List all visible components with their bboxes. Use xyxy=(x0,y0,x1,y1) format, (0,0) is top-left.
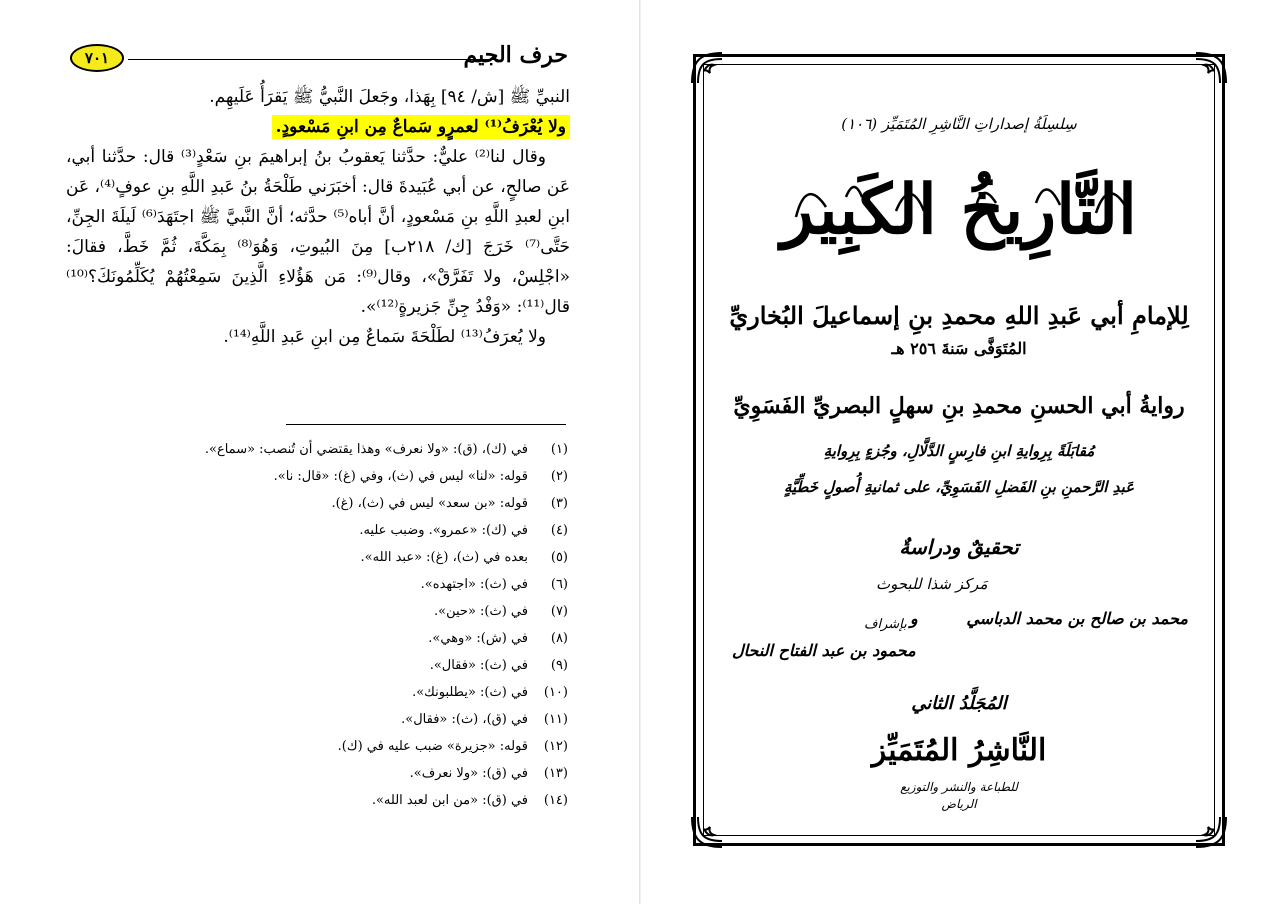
footnote-number: (١٢) xyxy=(543,739,568,754)
footnote-item xyxy=(180,706,568,733)
publisher-line: للطباعة والنشر والتوزيع xyxy=(900,780,1018,794)
footnote-number: (٤) xyxy=(550,523,568,538)
footnote-text: في (ث): «حين». xyxy=(434,604,528,619)
author-line: لِلإمامِ أبي عَبدِ اللهِ محمدِ بنِ إسماعيلَ البُخاريِّ xyxy=(729,301,1189,330)
footnote-number: (١٣) xyxy=(543,766,568,781)
footnote-number: (١٠) xyxy=(543,685,568,700)
footnote-number: (٨) xyxy=(550,631,568,646)
footnote-item xyxy=(180,571,568,598)
volume-label: المُجَلَّدُ الثاني xyxy=(911,693,1007,714)
footnote-text: بعده في (ث)، (غ): «عبد الله». xyxy=(360,550,528,565)
publisher-name: النَّاشِرُ المُتَمَيِّز xyxy=(871,733,1047,768)
footnote-item xyxy=(180,598,568,625)
conjunction: و xyxy=(910,609,918,628)
footnote-text: قوله: «لنا» ليس في (ث)، وفي (غ): «قال: نا». xyxy=(273,469,528,484)
text-line: النبيِّ ﷺ [ش/ ٩٤] بِهَذا، وجَعلَ النَّبيُّ ﷺ يَقرَأُ عَلَيهِم. xyxy=(209,87,570,107)
supervision-label: بإشراف xyxy=(864,617,907,632)
footnote-item xyxy=(180,733,568,760)
footnote-item xyxy=(180,490,568,517)
footnote-text: في (ق): «ولا نعرف». xyxy=(409,766,528,781)
publisher-city: الرياض xyxy=(941,797,977,811)
footnote-text: في (ق): «من ابن لعبد الله». xyxy=(371,793,528,808)
footnotes xyxy=(180,436,568,814)
footnote-item xyxy=(180,787,568,814)
footnote-text: في (ق)، (ث): «فقال». xyxy=(401,712,528,727)
corner-ornament-icon xyxy=(1194,815,1228,849)
footnote-text: في (ث): «فقال». xyxy=(429,658,528,673)
edit-label: تحقيقٌ ودراسةٌ xyxy=(899,535,1019,559)
footnote-item xyxy=(180,625,568,652)
header-rule xyxy=(128,59,498,60)
footnote-text: في (ش): «وهي». xyxy=(428,631,528,646)
footnote-text: قوله: «بن سعد» ليس في (ث)، (غ). xyxy=(331,496,528,511)
research-center: مَركز شذا للبحوث xyxy=(876,575,988,593)
corner-ornament-icon xyxy=(690,815,724,849)
footnote-number: (١) xyxy=(550,442,568,457)
footnote-number: (٥) xyxy=(550,550,568,565)
footnote-item xyxy=(180,436,568,463)
page-number-badge: ٧٠١ xyxy=(70,44,124,72)
collation-note xyxy=(726,433,1192,505)
footnote-item xyxy=(180,463,568,490)
footnote-number: (١١) xyxy=(543,712,568,727)
narration-line: روايةُ أبي الحسنِ محمدِ بنِ سهلٍ البصريِّ الفَسَوِيِّ xyxy=(733,393,1185,419)
death-date: المُتَوَفَّى سَنةَ ٢٥٦ هـ xyxy=(891,339,1027,358)
page-header xyxy=(70,42,568,76)
running-head: حرف الجيم xyxy=(463,42,568,68)
text-line: ولا يُعرَفُ⁽¹³⁾ لطَلْحَةَ سَماعٌ مِن ابنِ عَبدِ اللَّهِ⁽¹⁴⁾. xyxy=(223,327,546,347)
footnote-item xyxy=(180,517,568,544)
series-title: سِلسِلَةُ إصداراتِ النَّاشِرِ المُتَمَيِّز (١٠٦) xyxy=(841,115,1077,133)
footnote-text: قوله: «جزيرة» ضبب عليه في (ك). xyxy=(337,739,528,754)
right-page xyxy=(641,0,1280,904)
footnote-number: (٢) xyxy=(550,469,568,484)
corner-ornament-icon xyxy=(1194,51,1228,85)
main-text xyxy=(66,82,570,352)
highlighted-line xyxy=(66,112,570,142)
footnote-text: في (ك): «عمرو». وضبب عليه. xyxy=(359,523,528,538)
editor-name: محمد بن صالح بن محمد الدباسي xyxy=(966,609,1188,628)
footnote-item xyxy=(180,679,568,706)
footnote-number: (٣) xyxy=(550,496,568,511)
footnote-number: (١٤) xyxy=(543,793,568,808)
supervisor-name: محمود بن عبد الفتاح النحال xyxy=(732,641,916,660)
footnote-number: (٩) xyxy=(550,658,568,673)
footnote-item xyxy=(180,544,568,571)
footnote-text: في (ك)، (ق): «ولا نعرف» وهذا يقتضي أن تُنصب: «سماع». xyxy=(204,442,528,457)
footnote-text: في (ث): «اجتهده». xyxy=(420,577,528,592)
footnote-separator xyxy=(286,424,566,425)
publisher-details xyxy=(696,779,1222,813)
collation-line: عَبدِ الرَّحمنِ بنِ الفَضلِ الفَسَوِيِّ، على ثمانيةِ أُصولٍ خَطِّيَّةٍ xyxy=(783,478,1135,496)
footnote-item xyxy=(180,652,568,679)
collation-line: مُقابَلَةً بِرِوايةِ ابنِ فارِسٍ الدَّلَّالِ، وجُزءٍ بِرِوايةِ xyxy=(823,442,1095,460)
footnote-text: في (ث): «يطلبونك». xyxy=(412,685,528,700)
corner-ornament-icon xyxy=(690,51,724,85)
highlight-span: ولا يُعْرَفُ⁽¹⁾ لعمرٍو سَماعٌ مِن ابنِ مَسْعودٍ. xyxy=(272,115,570,139)
footnote-number: (٦) xyxy=(550,577,568,592)
book-title: التَّارِيخُ الكَبِير xyxy=(781,170,1137,250)
text-paragraph: وقال لنا⁽²⁾ عليٌّ: حدَّثنا يَعقوبُ بنُ إبراهيمَ بنِ سَعْدٍ⁽³⁾ قال: حدَّثنا أبي، عَن صالحٍ، عن أبي عُبَيدةَ قال: أخبَرَني طَلْحَةُ بنُ عَبدِ اللَّهِ بنِ عوفٍ⁽⁴⁾، عَن ابنِ لعبدِ اللَّهِ بنِ مَسْعودٍ، أنَّ أباه⁽⁵⁾ حدَّثه؛ أنَّ النَّبيَّ ﷺ اجتَهَدَ⁽⁶⁾ لَيلَةَ الجِنِّ، حَتَّى⁽⁷⁾ خَرَجَ [ك/ ٢١٨ب] مِنَ البُيوتِ، وَهُوَ⁽⁸⁾ بِمَكَّةَ، ثُمَّ خَطَّ، فقالَ: «اجْلِسْ، ولا تَفَرَّقْ»، وقال⁽⁹⁾: مَن هَؤُلاءِ الَّذِينَ سَمِعْتُهُمْ يُكَلِّمُونَكَ؟⁽¹⁰⁾ قال⁽¹¹⁾: «وَفْدُ جِنِّ جَزيرةٍ⁽¹²⁾». xyxy=(66,147,571,317)
footnote-number: (٧) xyxy=(550,604,568,619)
footnote-item xyxy=(180,760,568,787)
ornamental-frame xyxy=(693,54,1225,846)
